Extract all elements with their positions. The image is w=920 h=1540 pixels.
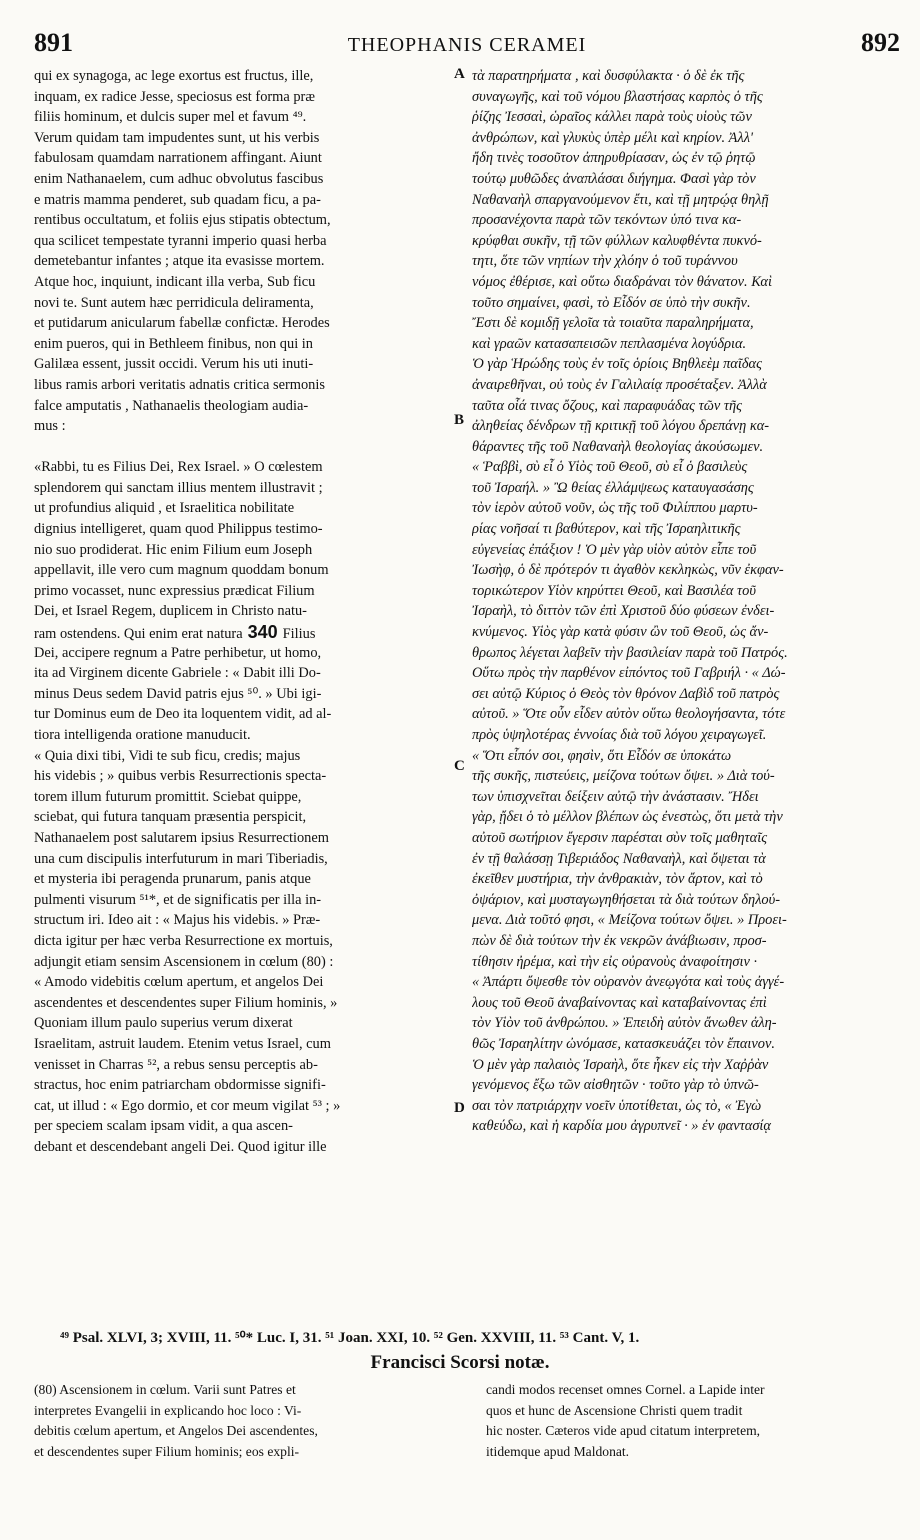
greek-text-line: τὰ παρατηρήματα , καὶ δυσφύλακτα · ὁ δὲ ἐκ τῆς — [472, 68, 745, 84]
note-line: candi modos recenset omnes Cornel. a Lapide inter — [486, 1382, 765, 1397]
latin-text-line: « Amodo videbitis cœlum apertum, et angelos Dei — [34, 974, 324, 991]
latin-text-line: filiis hominum, et dulcis super mel et favum ⁴⁹. — [34, 109, 307, 126]
column-number: 340 — [242, 622, 283, 643]
latin-text-line: «Rabbi, tu es Filius Dei, Rex Israel. » O cœlestem — [34, 459, 323, 476]
latin-text-line: rentibus occultatum, et foliis ejus stipatis obtectum, — [34, 212, 331, 229]
latin-text-line: Atque hoc, inquiunt, indicant illa verba, Sub ficu — [34, 273, 316, 290]
latin-text-line: dicta igitur per hæc verba Resurrectione ex mortuis, — [34, 932, 333, 949]
greek-text-line: γὰρ, ᾔδει ὁ τὸ μέλλον βλέπων ὡς ἐνεστὼς, ὅτι μετὰ τὴν — [472, 809, 783, 826]
greek-text-line: τοῦ Ἰσραήλ. » Ὢ θείας ἐλλάμψεως καταυγασάσης — [472, 479, 754, 496]
latin-text-line: Verum quidam tam impudentes sunt, ut his verbis — [34, 129, 320, 146]
latin-text-line: demetebantur infantes ; atque ita evasisse mortem. — [34, 253, 325, 270]
greek-text-line: των ὑπισχνεῖται δείξειν αὐτῷ τὴν ἀνάστασιν. Ἤδει — [472, 788, 759, 805]
latin-text-line: et mysteria ibi peragenda prunarum, panis atque — [34, 871, 311, 888]
greek-text-line: πὼν δὲ διὰ τούτων τὴν ἐκ νεκρῶν ἀνάβιωσιν, προσ- — [472, 932, 767, 949]
latin-text-line: ita ad Virginem dicente Gabriele : « Dabit illi Do- — [34, 665, 321, 682]
page-header — [34, 24, 900, 64]
latin-text-line: splendorem qui sanctam illius mentem illustravit ; — [34, 479, 323, 496]
greek-text-line: Οὕτω πρὸς τὴν παρθένον εἰπόντος τοῦ Γαβριήλ · « Δώ- — [472, 665, 786, 682]
latin-text-line — [34, 437, 448, 458]
latin-text-line: Nathanaelem post salutarem ipsius Resurrectionem — [34, 829, 329, 846]
latin-text-line: qui ex synagoga, ac lege exortus est fructus, ille, — [34, 68, 314, 84]
notes-title: Francisci Scorsi notæ. — [370, 1352, 550, 1373]
greek-text-line: σει αὐτῷ Κύριος ὁ Θεὸς τὸν θρόνον Δαβὶδ τοῦ πατρὸς — [472, 685, 780, 702]
greek-text-line: ἐν τῇ θαλάσσῃ Τιβεριάδος Ναθαναὴλ, καὶ ὄψεται τὰ — [472, 850, 766, 867]
footnotes: ⁴⁹ Psal. XLVI, 3; XVIII, 11. ⁵⁰* Luc. I, 31. ⁵¹ Joan. XXI, 10. ⁵² Gen. XXVIII, 11. ⁵³ Cant. V, 1. — [60, 1330, 640, 1346]
latin-text-line: novi te. Sunt autem hæc perridicula deliramenta, — [34, 294, 314, 311]
greek-text-line: τούτῳ μυθῶδες ἀναπλάσαι διήγημα. Φασὶ γὰρ τὸν — [472, 170, 756, 187]
latin-text-line: tur Dominus eum de Deo ita loquentem vidit, ad al- — [34, 706, 332, 723]
greek-text-line: « Ῥαββὶ, σὺ εἶ ὁ Υἱὸς τοῦ Θεοῦ, σὺ εἶ ὁ βασιλεὺς — [472, 459, 748, 476]
greek-text-line: ρίας νοῆσαί τι βαθύτερον, καὶ τῆς Ἰσραηλιτικῆς — [472, 521, 741, 538]
greek-text-line: αὐτοῦ. » Ὅτε οὖν εἶδεν αὐτὸν οὕτω θεολογήσαντα, τότε — [472, 706, 786, 723]
greek-text-line: λους τοῦ Θεοῦ ἀναβαίνοντας καὶ καταβαίνοντας ἐπὶ — [472, 994, 767, 1011]
greek-text-line: πρὸς ὑψηλοτέρας ἐννοίας διὰ τοῦ λόγου χειραγωγεῖ. — [472, 727, 767, 743]
latin-text-line: minus Deus sedem David patris ejus ⁵⁰. » Ubi igi- — [34, 685, 322, 702]
latin-text-line: adjungit etiam sensim Ascensionem in cœlum (80) : — [34, 953, 334, 970]
latin-text-line: Dei, accipere regnum a Patre perhibetur, ut homo, — [34, 644, 322, 661]
latin-text-line: fabulosam quamdam narrationem affingant. Aiunt — [34, 150, 322, 167]
page-number-right: 892 — [861, 28, 900, 57]
latin-text-line: nio suo prodiderat. Hic enim Filium eum Joseph — [34, 541, 313, 558]
greek-text-line: ῥίζης Ἰεσσαὶ, ὡραῖος κάλλει παρὰ τοὺς υἱοὺς τῶν — [472, 109, 752, 126]
latin-text-line: sciebat, qui futura tanquam præsentia perspicit, — [34, 809, 307, 826]
latin-text-line: torem illum futurum promittit. Sciebat quippe, — [34, 788, 302, 805]
latin-text-line: et putidarum anicularum fabellæ confictæ. Herodes — [34, 315, 330, 332]
margin-marker-b: B — [454, 412, 465, 428]
latin-text-line: his videbis ; » quibus verbis Resurrectionis specta- — [34, 768, 327, 785]
greek-text-line: τίθησιν ἠρέμα, καὶ τὴν εἰς οὐρανοὺς ἀναφοίτησιν · — [472, 953, 758, 970]
notes-right-column — [486, 1382, 906, 1464]
greek-text-line: Ὁ μὲν γὰρ παλαιὸς Ἰσραὴλ, ὅτε ἧκεν εἰς τὴν Χαῤῥὰν — [472, 1056, 769, 1073]
greek-text-line: « Ὅτι εἶπόν σοι, φησὶν, ὅτι Εἶδόν σε ὑποκάτω — [472, 747, 732, 764]
latin-text-line: una cum discipulis interfuturum in mari Tiberiadis, — [34, 850, 328, 867]
greek-text-line: θρωπος λέγεται λαβεῖν τὴν βασιλείαν παρὰ τοῦ Πατρός. — [472, 644, 788, 661]
latin-text-line: structum iri. Ideo ait : « Majus his videbis. » Præ- — [34, 912, 321, 929]
greek-text-line: αὐτοῦ σωτήριον ἔγερσιν παρέσται σὺν τοῖς μαθηταῖς — [472, 829, 768, 846]
greek-text-line: ἐκεῖθεν μυστήρια, τὴν ἀνθρακιὰν, τὸν ἄρτον, καὶ τὸ — [472, 871, 763, 888]
latin-text-line: Galilæa essent, jussit occidi. Verum his uti inuti- — [34, 356, 314, 373]
latin-line-tail: Filius — [282, 626, 316, 643]
latin-text-line: appellavit, ille vero cum magnum quoddam bonum — [34, 562, 329, 579]
latin-text-line: « Quia dixi tibi, Vidi te sub ficu, credis; majus — [34, 747, 301, 764]
margin-marker-c: C — [454, 758, 465, 774]
greek-text-line: τὸν Υἱὸν τοῦ ἀνθρώπου. » Ἐπειδὴ αὐτὸν ἄνωθεν ἀλη- — [472, 1015, 777, 1032]
latin-text-line: cat, ut illud : « Ego dormio, et cor meum vigilat ⁵³ ; » — [34, 1097, 341, 1114]
latin-text-line: e matris mamma penderet, sub quadam ficu, a pa- — [34, 191, 321, 208]
greek-text-line: καὶ γραῶν κατασαπεισῶν πεπλασμένα λογύδρια. — [472, 335, 747, 352]
greek-text-line: κνύμενος. Υἱὸς γὰρ κατὰ φύσιν ὢν τοῦ Θεοῦ, ὡς ἄν- — [472, 624, 769, 641]
greek-text-line: τὸν ἱερὸν αὐτοῦ νοῦν, ὡς τῆς τοῦ Φιλίππου μαρτυ- — [472, 500, 758, 517]
latin-text-line: Israelitam, astruit laudem. Etenim vetus Israel, cum — [34, 1035, 331, 1052]
greek-text-line: καθεύδω, καὶ ἡ καρδία μου ἀγρυπνεῖ · » ἐν φαντασίᾳ — [472, 1118, 771, 1135]
greek-text-line: τοῦτο σημαίνει, φασὶ, τὸ Εἶδόν σε ὑπὸ τὴν συκῆν. — [472, 294, 751, 311]
greek-text-line: συναγωγῆς, καὶ τοῦ νόμου βλαστήσας καρπὸς ὁ τῆς — [472, 88, 763, 105]
margin-marker-d: D — [454, 1100, 465, 1116]
margin-marker-a: A — [454, 66, 465, 82]
latin-text-line: Quoniam illum paulo superius verum dixerat — [34, 1015, 293, 1032]
note-line: interpretes Evangelii in explicando hoc loco : Vi- — [34, 1402, 302, 1418]
latin-text-line: inquam, ex radice Jesse, speciosus est forma præ — [34, 88, 315, 105]
latin-text-line: mus : — [34, 418, 66, 435]
greek-text-line: Ἔστι δὲ κομιδῇ γελοῖα τὰ τοιαῦτα παραληρήματα, — [472, 315, 754, 332]
greek-text-line: τητι, ὅτε τῶν νηπίων τὴν χλόην ὁ τοῦ τυράννου — [472, 253, 738, 270]
latin-text-line: enim Nathanaelem, cum adhuc obvolutus fascibus — [34, 170, 324, 187]
greek-text-line: Ὁ γὰρ Ἡρώδης τοὺς ἐν τοῖς ὁρίοις Βηθλεὲμ παῖδας — [472, 356, 762, 373]
greek-text-line: κρύφθαι συκῆν, τῇ τῶν φύλλων καλυφθέντα πυκνό- — [472, 232, 762, 249]
greek-text-line: νόμος ἐθέρισε, καὶ οὕτω διαδράναι τὸν θάνατον. Καὶ — [472, 273, 772, 290]
note-line: quos et hunc de Ascensione Christi quem tradit — [486, 1402, 743, 1418]
note-line: debitis cœlum apertum, et Angelos Dei ascendentes, — [34, 1423, 318, 1439]
greek-text-line: ὀψάριον, καὶ μυσταγωγηθήσεται τὰ διὰ τούτων δηλού- — [472, 891, 781, 908]
greek-text-line: τορικώτερον Υἱὸν κηρύττει Θεοῦ, καὶ Βασιλέα τοῦ — [472, 582, 756, 599]
latin-text-line: venisset in Charras ⁵², a rebus sensu perceptis ab- — [34, 1056, 318, 1073]
latin-column — [34, 66, 448, 1157]
latin-text-line: Dei, et Israel Regem, duplicem in Christo natu- — [34, 603, 307, 620]
greek-text-line: γενόμενος ἔξω τῶν αἰσθητῶν · τοῦτο γὰρ τὸ ὑπνῶ- — [472, 1077, 759, 1094]
latin-text-line: stractus, hoc enim patriarcham obdormisse signifi- — [34, 1077, 326, 1094]
greek-text-line: προσανέχοντα παρὰ τῶν τεκόντων ὑπό τινα κα- — [472, 212, 742, 229]
greek-text-line: μενα. Διὰ τοῦτό φησι, « Μείζονα τούτων ὄψει. » Προει- — [472, 912, 787, 929]
greek-text-line: τῆς συκῆς, πιστεύεις, μείζονα τούτων ὄψει. » Διὰ τού- — [472, 768, 775, 785]
latin-text-line: ut profundius aliquid , et Israelitica nobilitate — [34, 500, 295, 517]
latin-text-line: primo vocasset, nunc expressius prædicat Filium — [34, 582, 315, 599]
latin-text-line: tiora intelligenda oratione manuducit. — [34, 727, 251, 743]
page-number-left: 891 — [34, 28, 73, 57]
greek-text-line: ἀναιρεθῆναι, οὐ τοὺς ἐν Γαλιλαίᾳ προσέταξεν. Ἀλλὰ — [472, 376, 767, 393]
greek-text-line: « Ἀπάρτι ὄψεσθε τὸν οὐρανὸν ἀνεῳγότα καὶ τοὺς ἀγγέ- — [472, 974, 785, 991]
greek-text-line: ἀνθρώπων, καὶ γλυκὺς ὑπὲρ μέλι καὶ κηρίον. Ἀλλ' — [472, 129, 754, 146]
latin-text-line: debant et descendebant angeli Dei. Quod igitur ille — [34, 1138, 327, 1155]
greek-text-line: ταῦτα οἷά τινας ὄζους, καὶ παραφυάδας τῶν τῆς — [472, 397, 743, 414]
latin-text-line: libus ramis arbori veritatis adnatis critica sermonis — [34, 376, 325, 393]
greek-column — [472, 66, 910, 1137]
greek-text-line: ἤδη τινὲς τοσοῦτον ἀπηρυθρίασαν, ὡς ἐν τῷ ῥητῷ — [472, 150, 756, 167]
greek-text-line: ἀληθείας δένδρων τῇ κριτικῇ τοῦ λόγου δρεπάνῃ κα- — [472, 418, 770, 435]
note-line: (80) Ascensionem in cœlum. Varii sunt Patres et — [34, 1382, 296, 1397]
note-line: hic noster. Cæteros vide apud citatum interpretem, — [486, 1423, 761, 1439]
greek-text-line: Ναθαναὴλ σπαργανούμενον ἔτι, καὶ τῇ μητρῴᾳ θηλῇ — [472, 191, 769, 208]
greek-text-line: σαι τὸν πατριάρχην νοεῖν ὑποτίθεται, ὡς τὸ, « Ἐγὼ — [472, 1097, 762, 1114]
greek-text-line: εὐγενείας ἐπάξιον ! Ὁ μὲν γὰρ υἱὸν αὐτὸν εἶπε τοῦ — [472, 541, 757, 558]
latin-text-line: ram ostendens. Qui enim erat natura 340 Filius — [34, 622, 316, 643]
latin-text-line: ascendentes et descendentes super Filium hominis, » — [34, 994, 338, 1011]
note-line: itidemque apud Maldonat. — [486, 1443, 630, 1459]
greek-text-line: Ἰσραὴλ, τὸ διττὸν τῶν ἐπὶ Χριστοῦ δύο φύσεων ἐνδει- — [472, 603, 775, 620]
running-title: THEOPHANIS CERAMEI — [347, 34, 587, 56]
latin-text-line: dignius intelligeret, quam quod Philippus testimo- — [34, 521, 323, 538]
latin-text-line: falce amputatis , Nathanaelis theologiam audia- — [34, 397, 309, 414]
greek-text-line: θῶς Ἰσραηλίτην ὠνόμασε, κατασκευάζει τὸν ἔπαινον. — [472, 1035, 775, 1052]
greek-text-line: θάραντες τῆς τοῦ Ναθαναὴλ θεολογίας ἀκούσωμεν. — [472, 438, 764, 455]
latin-text-line: per speciem scalam ipsam vidit, a qua ascen- — [34, 1118, 293, 1135]
notes-left-column — [34, 1382, 448, 1464]
latin-text-line: pulmenti visurum ⁵¹*, et de significatis per illa in- — [34, 891, 322, 908]
note-line: et descendentes super Filium hominis; eos expli- — [34, 1443, 300, 1459]
greek-text-line: Ἰωσὴφ, ὁ δὲ πρότερόν τι ἀγαθὸν κεκληκὼς, νῦν ἐκφαν- — [472, 562, 784, 579]
latin-text-line: qua scilicet tempestate tyranni imperio quasi herba — [34, 232, 327, 249]
latin-text-line: enim pueros, qui in Bethleem finibus, non qui in — [34, 335, 313, 352]
